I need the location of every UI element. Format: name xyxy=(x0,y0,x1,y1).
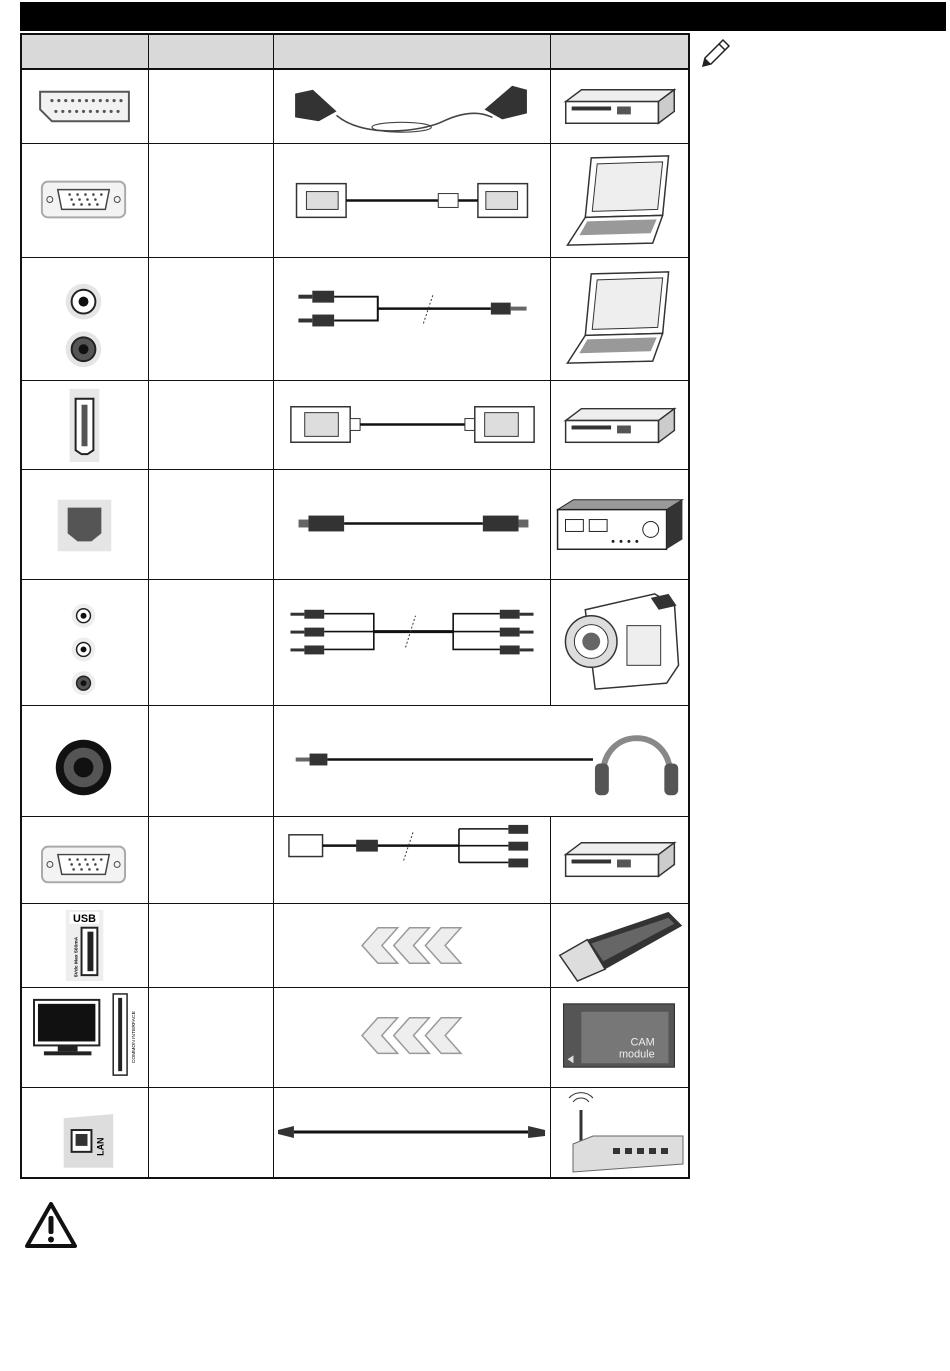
usb-socket-icon xyxy=(22,904,149,987)
connection-type-cell xyxy=(149,1088,274,1177)
ethernet-cable-icon xyxy=(274,1088,551,1177)
hdmi-cable-icon xyxy=(274,381,551,469)
connection-row-component xyxy=(22,817,688,904)
connection-type-cell xyxy=(149,988,274,1087)
common-interface-slot-icon xyxy=(22,988,149,1087)
insert-direction-arrows-icon xyxy=(274,988,551,1087)
scart-cable-icon xyxy=(274,70,551,143)
connection-type-cell xyxy=(149,70,274,143)
connection-type-cell xyxy=(149,144,274,257)
connection-type-cell xyxy=(149,904,274,987)
usb-label: USB xyxy=(73,912,96,925)
header-cell-device xyxy=(551,35,688,70)
usb-flash-drive-icon xyxy=(551,904,688,987)
optical-cable-icon xyxy=(274,470,551,579)
connection-row-ci xyxy=(22,988,688,1088)
connection-type-cell xyxy=(149,381,274,469)
common-interface-label: COMMON INTERFACE xyxy=(131,1011,137,1064)
scart-socket-icon xyxy=(22,70,149,143)
vga-cable-icon xyxy=(274,144,551,257)
vga-socket-icon xyxy=(22,144,149,257)
connections-table xyxy=(20,33,690,1179)
insert-direction-arrows-icon xyxy=(274,904,551,987)
title-bar xyxy=(20,2,946,31)
lan-label: LAN xyxy=(95,1137,106,1156)
header-cell-cable xyxy=(274,35,551,70)
headphones-cable-icon xyxy=(274,706,688,816)
audio-amplifier-icon xyxy=(551,470,688,579)
connection-row-lan xyxy=(22,1088,688,1177)
header-cell-type xyxy=(149,35,274,70)
triple-rca-cable-icon xyxy=(274,580,551,705)
rca-to-minijack-cable-icon xyxy=(274,258,551,380)
vga-socket-icon xyxy=(22,817,149,903)
laptop-icon xyxy=(551,144,688,257)
headphone-jack-icon xyxy=(22,706,149,816)
lan-socket-icon xyxy=(22,1088,149,1177)
dvd-player-icon xyxy=(551,381,688,469)
dvd-player-icon xyxy=(551,70,688,143)
connection-row-vga xyxy=(22,144,688,258)
connection-row-hdmi xyxy=(22,381,688,470)
usb-spec-label: 5Vdc Max 500mA xyxy=(74,936,80,978)
connection-type-cell xyxy=(149,580,274,705)
header-cell-port xyxy=(22,35,149,70)
audio-jack-sockets-icon xyxy=(22,258,149,380)
cam-module-icon xyxy=(551,988,688,1087)
pencil-note-icon xyxy=(697,36,731,70)
dvd-player-icon xyxy=(551,817,688,903)
connection-row-audio xyxy=(22,258,688,381)
connection-type-cell xyxy=(149,258,274,380)
connection-type-cell xyxy=(149,706,274,816)
hdmi-socket-icon xyxy=(22,381,149,469)
cam-label: CAM xyxy=(630,1036,655,1049)
connection-row-headphone xyxy=(22,706,688,817)
camcorder-icon xyxy=(551,580,688,705)
vga-to-component-cable-icon xyxy=(274,817,551,903)
wireless-router-icon xyxy=(551,1088,688,1177)
connection-row-spdif xyxy=(22,470,688,580)
av-rca-sockets-icon xyxy=(22,580,149,705)
laptop-icon xyxy=(551,258,688,380)
warning-triangle-icon xyxy=(24,1200,78,1250)
connection-row-scart xyxy=(22,70,688,144)
connection-row-usb xyxy=(22,904,688,988)
connection-row-av xyxy=(22,580,688,706)
module-label: module xyxy=(618,1048,655,1061)
connection-type-cell xyxy=(149,470,274,579)
optical-socket-icon xyxy=(22,470,149,579)
connection-type-cell xyxy=(149,817,274,903)
